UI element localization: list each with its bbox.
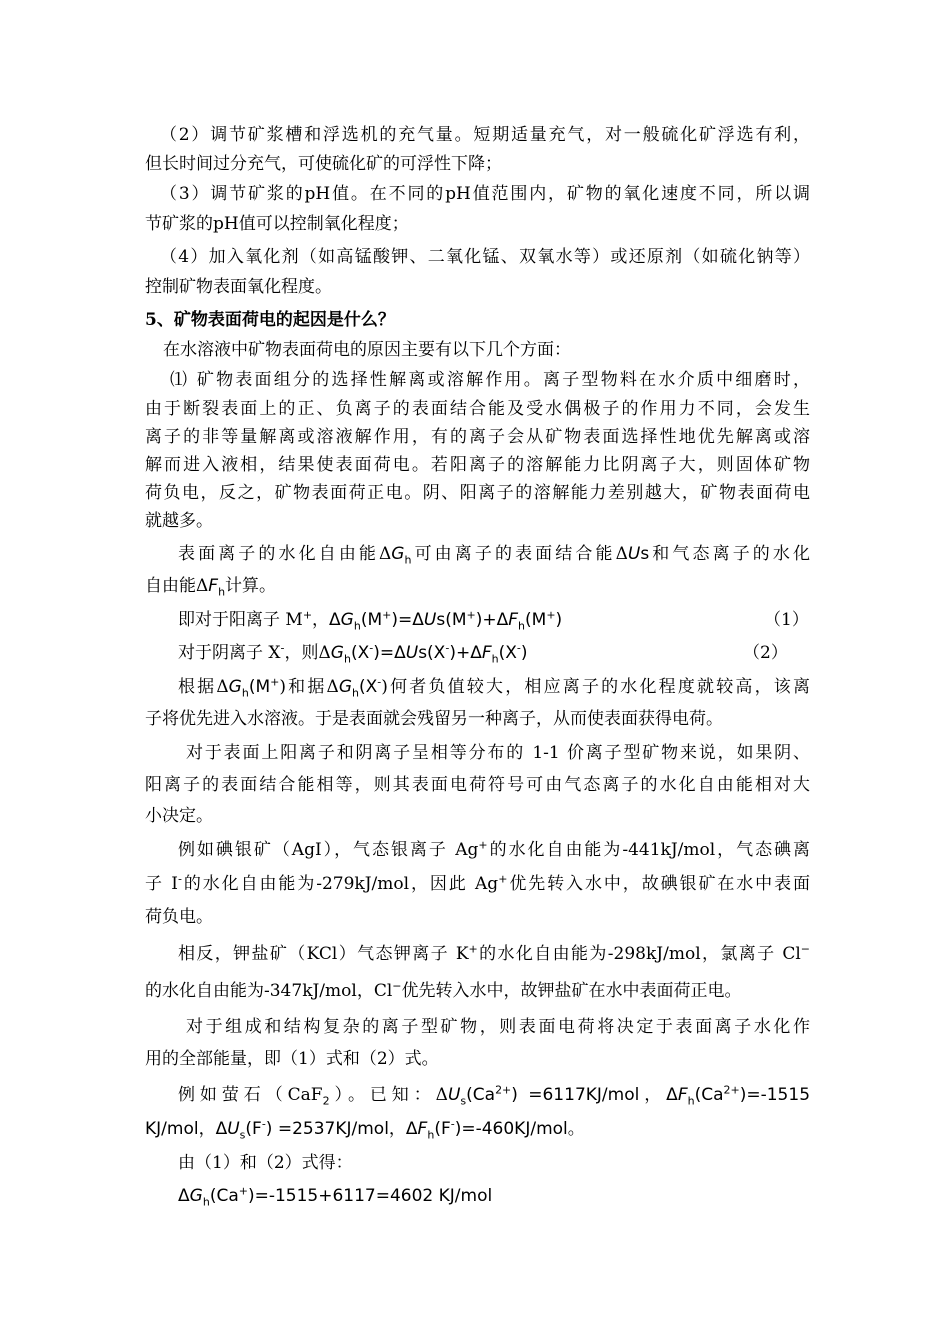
para-11-line3: 小决定。	[145, 806, 213, 826]
para-dissolution-line3: 离子的非等量解离或溶液解作用，有的离子会从矿物表面选择性地优先解离或溶	[145, 427, 810, 447]
equation-1-number: （1）	[764, 610, 809, 630]
para-dissolution-line2: 由于断裂表面上的正、负离子的表面结合能及受水偶极子的作用力不同，会发生	[145, 399, 810, 419]
para-11-line2: 阳离子的表面结合能相等，则其表面电荷符号可由气态离子的水化自由能相对大	[145, 775, 810, 795]
para-complex-line1: 对于组成和结构复杂的离子型矿物，则表面电荷将决定于表面离子水化作	[186, 1017, 810, 1037]
para-compare-line2: 子将优先进入水溶液。于是表面就会残留另一种离子，从而使表面获得电荷。	[145, 709, 723, 729]
section-heading: 5、矿物表面荷电的起因是什么？	[145, 310, 395, 330]
para-ph-line2: 节矿浆的pH值可以控制氧化程度；	[145, 214, 409, 234]
para-agi-line3: 荷负电。	[145, 907, 213, 927]
equation-2: 对于阴离子 X-，则$\Delta G_h(X^-)=\Delta Us(X^-)+\Delta F_h(X^-)$	[178, 641, 528, 666]
para-hydration-line2: 自由能$\Delta F_h$计算。	[145, 576, 277, 599]
para-kcl-line1: 相反，钾盐矿（KCl）气态钾离子 K+的水化自由能为-298kJ/mol，氯离子 Cl−	[178, 942, 810, 964]
para-11-line1: 对于表面上阳离子和阴离子呈相等分布的 1-1 价离子型矿物来说，如果阴、	[186, 743, 810, 763]
para-compare-line1: 根据$\Delta G_h(M^+)$和据$\Delta G_h(X^-)$何者负值较大，相应离子的水化程度就较高，该离	[178, 675, 810, 700]
section-intro: 在水溶液中矿物表面荷电的原因主要有以下几个方面：	[163, 340, 571, 360]
para-dissolution-line1: ⑴ 矿物表面组分的选择性解离或溶解作用。离子型物料在水介质中细磨时，	[170, 370, 810, 390]
para-agi-line1: 例如碘银矿（AgI），气态银离子 Ag+的水化自由能为-441kJ/mol，气态碘离	[178, 838, 811, 860]
para-kcl-line2: 的水化自由能为-347kJ/mol，Cl−优先转入水中，故钾盐矿在水中表面荷正电。	[145, 979, 742, 1001]
para-dissolution-line6: 就越多。	[145, 511, 213, 531]
derivation-intro: 由（1）和（2）式得：	[178, 1153, 353, 1173]
para-oxidant-line2: 控制矿物表面氧化程度。	[145, 277, 332, 297]
para-caf2-line2: KJ/mol，$\Delta U_s(F^-) =2537KJ/mol$，$\Delta F_h(F^-)=-460KJ$/mol。	[145, 1117, 585, 1142]
para-dissolution-line5: 荷负电，反之，矿物表面荷正电。阴、阳离子的溶解能力差别越大，矿物表面荷电	[145, 483, 810, 503]
para-aeration-line2: 但长时间过分充气，可使硫化矿的可浮性下降；	[145, 154, 502, 174]
para-caf2-line1: 例如萤石（CaF$_2$）。已知：$\Delta U_s(Ca^{2+}) =6117KJ/mol$，$\Delta F_h(Ca^{2+})=-1515$	[178, 1083, 811, 1108]
para-agi-line2: 子 I-的水化自由能为-279kJ/mol，因此 Ag+优先转入水中，故碘银矿在水中表面	[145, 872, 811, 894]
para-aeration-line1: （2）调节矿浆槽和浮选机的充气量。短期适量充气，对一般硫化矿浮选有利，	[160, 125, 810, 145]
equation-1: 即对于阳离子 M+，$\Delta G_h(M^+)=\Delta Us(M^+)+\Delta F_h(M^+)$	[178, 608, 563, 633]
final-result: $\Delta G_h(Ca^+)=-1515+6117=4602$ KJ/mol	[178, 1184, 493, 1209]
para-complex-line2: 用的全部能量，即（1）式和（2）式。	[145, 1049, 439, 1069]
para-ph-line1: （3）调节矿浆的pH值。在不同的pH值范围内，矿物的氧化速度不同，所以调	[160, 184, 810, 204]
para-dissolution-line4: 解而进入液相，结果使表面荷电。若阳离子的溶解能力比阴离子大，则固体矿物	[145, 455, 810, 475]
para-hydration-line1: 表面离子的水化自由能$\Delta G_h$可由离子的表面结合能ΔUs和气态离子的水化	[178, 544, 811, 567]
equation-2-number: （2）	[743, 643, 788, 663]
para-oxidant-line1: （4）加入氧化剂（如高锰酸钾、二氧化锰、双氧水等）或还原剂（如硫化钠等）	[160, 247, 810, 267]
